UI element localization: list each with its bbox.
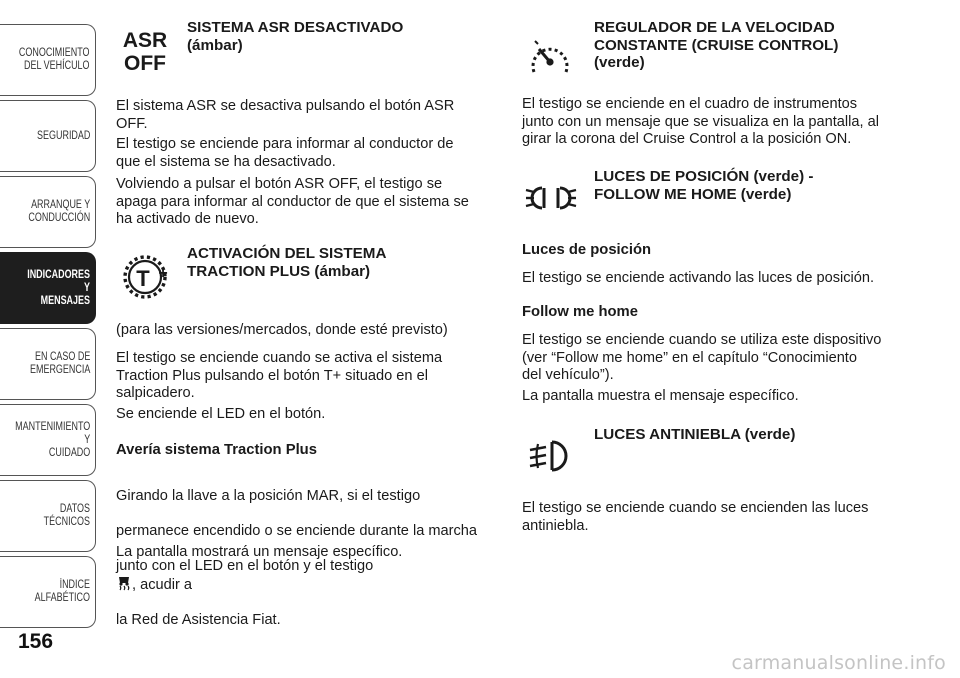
traction-heading: ACTIVACIÓN DEL SISTEMA TRACTION PLUS (ámbar) — [187, 245, 387, 280]
watermark: carmanualsonline.info — [731, 652, 946, 674]
follow-me-home-paragraph: El testigo se enciende cuando se utiliza este dispositivo (ver “Follow me home” en el capítulo “Conocimiento del vehículo”). — [522, 332, 882, 383]
tab-seguridad[interactable]: SEGURIDAD — [0, 100, 96, 172]
esc-skid-icon — [116, 575, 132, 591]
position-lights-icon — [522, 176, 580, 220]
cruise-heading: REGULADOR DE LA VELOCIDAD CONSTANTE (CRUISE CONTROL) (verde) — [594, 19, 839, 71]
svg-text:ASR: ASR — [122, 29, 168, 52]
svg-text:+: + — [158, 265, 168, 282]
tab-indice[interactable]: ÍNDICE ALFABÉTICO — [0, 556, 96, 628]
fog-paragraph-1: El testigo se enciende cuando se encienden las luces antiniebla. — [522, 500, 869, 534]
asr-paragraph-3: Volviendo a pulsar el botón ASR OFF, el testigo se apaga para informar al conductor de que el sistema se ha activado de nuevo. — [116, 176, 469, 227]
fog-lights-icon — [522, 434, 578, 478]
traction-paragraph-4: Girando la llave a la posición MAR, si el testigo permanece encendido o se enciende durante la marcha junto con el LED en el botón y el testigo , acudir a la Red de Asistencia Fiat. — [116, 487, 478, 628]
traction-paragraph-3: Se enciende el LED en el botón. — [116, 406, 326, 422]
position-subheading: Luces de posición — [522, 242, 652, 258]
cruise-control-icon — [522, 32, 578, 88]
chapter-sidebar — [0, 0, 100, 678]
svg-text:T: T — [136, 266, 150, 291]
asr-paragraph-2: El testigo se enciende para informar al conductor de que el sistema se ha desactivado. — [116, 136, 454, 170]
tab-indicadores[interactable]: INDICADORES Y MENSAJES — [0, 252, 96, 324]
traction-paragraph-5: La pantalla mostrará un mensaje específico. — [116, 544, 403, 560]
follow-me-home-subheading: Follow me home — [522, 304, 638, 320]
tab-datos-tecnicos[interactable]: DATOS TÉCNICOS — [0, 480, 96, 552]
svg-text:OFF: OFF — [124, 52, 166, 75]
page-number: 156 — [18, 630, 54, 653]
asr-heading: SISTEMA ASR DESACTIVADO (ámbar) — [187, 19, 404, 54]
fog-heading: LUCES ANTINIEBLA (verde) — [594, 426, 796, 443]
traction-fault-heading: Avería sistema Traction Plus — [116, 442, 317, 458]
traction-paragraph-1: (para las versiones/mercados, donde esté previsto) — [116, 322, 448, 338]
tab-emergencia[interactable]: EN CASO DE EMERGENCIA — [0, 328, 96, 400]
traction-paragraph-2: El testigo se enciende cuando se activa el sistema Traction Plus pulsando el botón T+ situado en el salpicadero. — [116, 350, 443, 401]
tab-conocimiento[interactable]: CONOCIMIENTO DEL VEHÍCULO — [0, 24, 96, 96]
traction-plus-icon — [116, 246, 176, 306]
asr-paragraph-1: El sistema ASR se desactiva pulsando el botón ASR OFF. — [116, 98, 455, 132]
position-paragraph-3: La pantalla muestra el mensaje específico. — [522, 388, 799, 404]
tab-arranque[interactable]: ARRANQUE Y CONDUCCIÓN — [0, 176, 96, 248]
position-paragraph-1: El testigo se enciende activando las luces de posición. — [522, 270, 875, 286]
asr-off-icon — [116, 22, 174, 80]
cruise-paragraph-1: El testigo se enciende en el cuadro de instrumentos junto con un mensaje que se visualiza en la pantalla, al girar la corona del Cruise Control a la posición ON. — [522, 96, 879, 147]
tab-mantenimiento[interactable]: MANTENIMIENTO Y CUIDADO — [0, 404, 96, 476]
position-heading: LUCES DE POSICIÓN (verde) - FOLLOW ME HOME (verde) — [594, 168, 814, 203]
